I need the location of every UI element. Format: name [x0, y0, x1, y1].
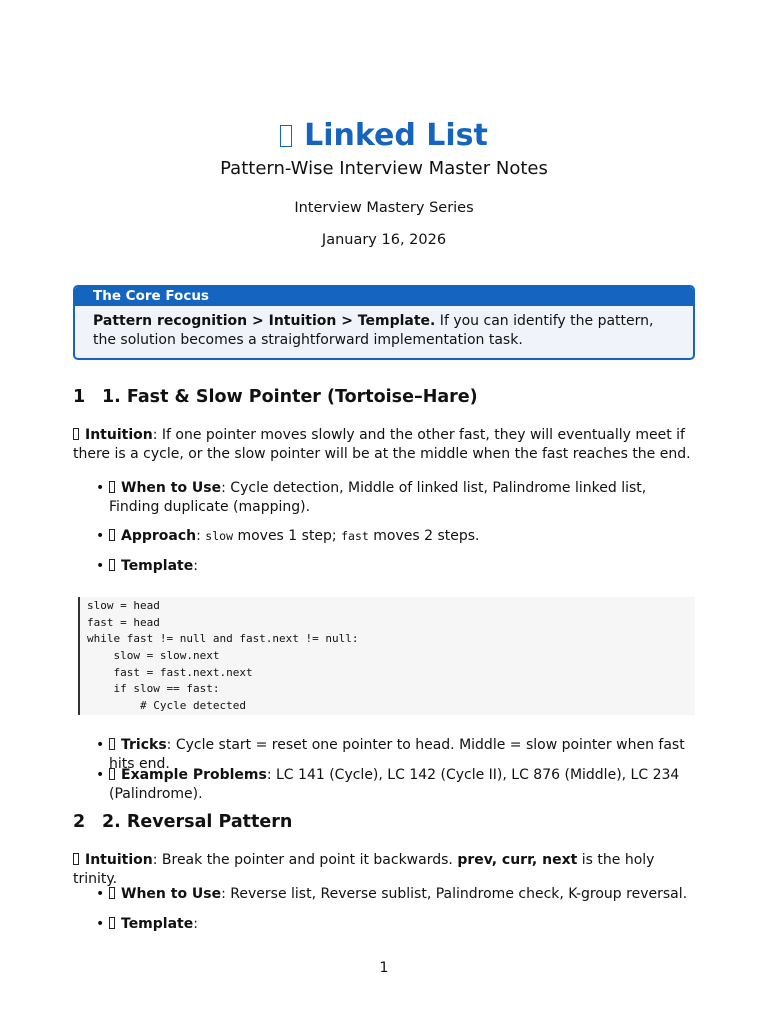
code-line: fast = head: [87, 615, 160, 629]
section-1-intuition: Intuition: If one pointer moves slowly and the other fast, they will eventually meet if there is a cycle, or the slow pointer will be at the middle when the fast reaches the end.: [73, 427, 691, 462]
link-icon: [280, 125, 292, 147]
section-1-tricks-item: • Tricks: Cycle start = reset one pointer to head. Middle = slow pointer when fast hits end.: [96, 737, 685, 772]
code-line: slow = slow.next: [87, 649, 220, 663]
book-icon: [109, 768, 115, 780]
section-1-code-block: [78, 597, 695, 715]
code-line: if slow == fast:: [87, 682, 220, 696]
code-line: slow = head: [87, 599, 160, 612]
code-line: while fast != null and fast.next != null:: [87, 632, 359, 646]
bulb-icon: [73, 428, 79, 440]
lightning-icon: [109, 738, 115, 750]
section-1-examples-item: • Example Problems: LC 141 (Cycle), LC 142 (Cycle II), LC 876 (Middle), LC 234 (Palindrome).: [96, 767, 680, 802]
clipboard-icon: [109, 559, 115, 571]
section-1-approach-item: • Approach: slow moves 1 step; fast moves 2 steps.: [96, 528, 480, 544]
document-title: Linked List: [73, 118, 695, 153]
document-date: January 16, 2026: [321, 232, 447, 248]
section-1-when-item: • When to Use: Cycle detection, Middle of linked list, Palindrome linked list, Finding duplicate (mapping).: [96, 480, 647, 515]
bulb-icon: [73, 853, 79, 865]
core-focus-box: [73, 285, 695, 360]
core-focus-heading: The Core Focus: [75, 287, 693, 306]
target-icon: [109, 481, 115, 493]
section-2-intuition: Intuition: Break the pointer and point it backwards. prev, curr, next is the holy trinity.: [73, 852, 655, 887]
core-focus-body: Pattern recognition > Intuition > Template. If you can identify the pattern, the solution becomes a straightforward implementation task.: [93, 313, 654, 348]
section-2-template-item: • Template:: [96, 916, 198, 932]
code-line: fast = fast.next.next: [87, 665, 253, 679]
document-subtitle: Pattern-Wise Interview Master Notes: [220, 158, 548, 179]
section-2-when-item: • When to Use: Reverse list, Reverse sublist, Palindrome check, K-group reversal.: [96, 886, 688, 902]
target-icon: [109, 887, 115, 899]
gear-icon: [109, 529, 115, 541]
page-number: 1: [379, 960, 389, 976]
section-1-heading: 1 1. Fast & Slow Pointer (Tortoise–Hare): [73, 387, 478, 407]
section-2-heading: 2 2. Reversal Pattern: [73, 812, 293, 832]
section-1-template-item: • Template:: [96, 558, 198, 574]
code-line: # Cycle detected: [87, 699, 246, 713]
document-author: Interview Mastery Series: [294, 200, 474, 216]
clipboard-icon: [109, 917, 115, 929]
